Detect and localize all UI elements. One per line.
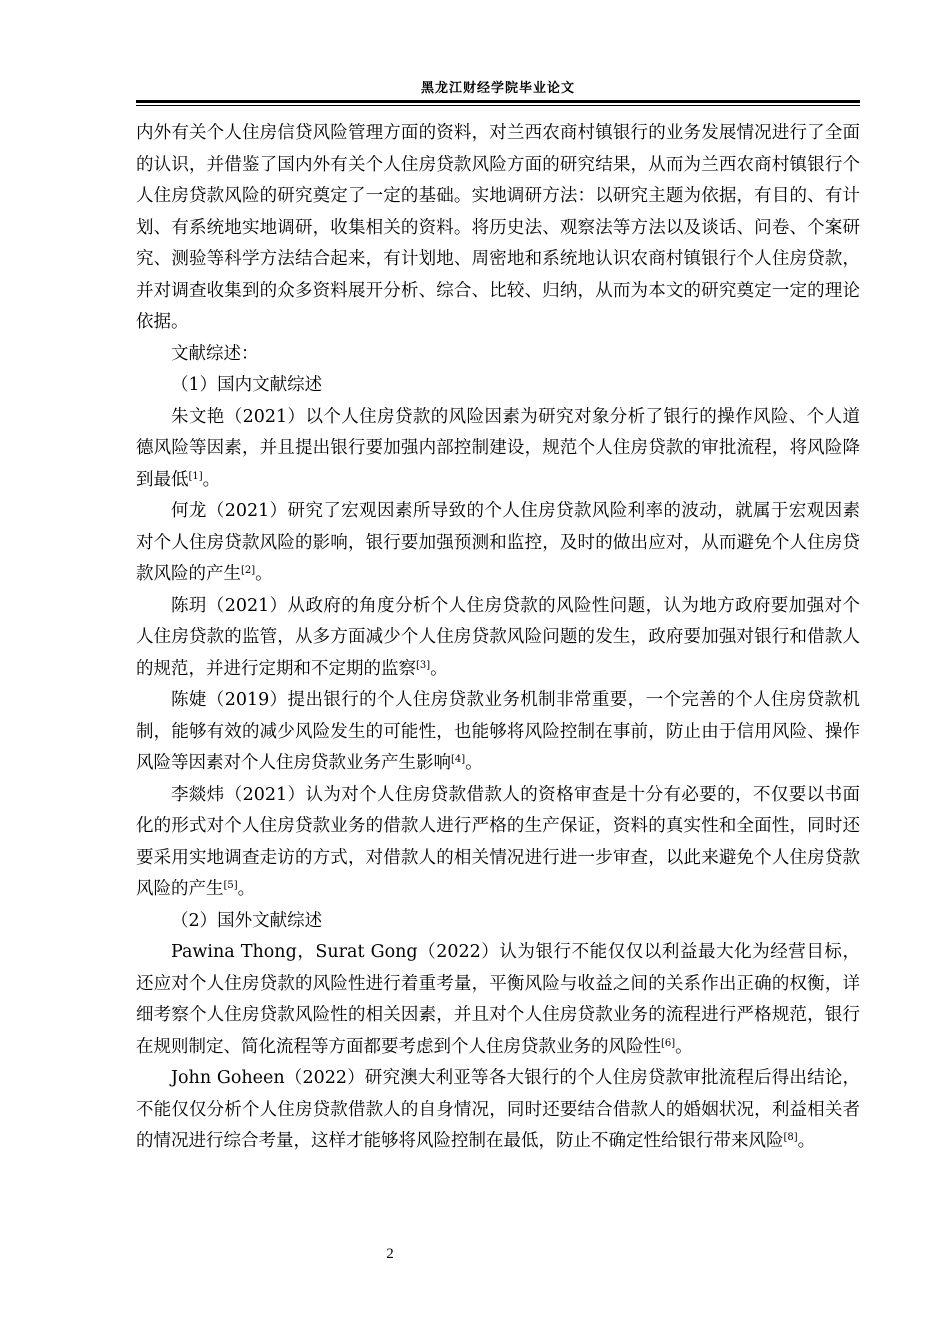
paragraph-tail: 。	[237, 879, 256, 899]
paragraph-text: Pawina Thong，Surat Gong（2022）认为银行不能仅仅以利益最大化为经营目标，还应对个人住房贷款的风险性进行着重考量，平衡风险与收益之间的关系作出正确的权衡，详细考察个人住房贷款风险性的相关因素，并且对个人住房贷款业务的流程进行严格规范，银行在规则制定、简化流程等方面都要考虑到个人住房贷款业务的风险性	[136, 942, 860, 1057]
header-rule-thick	[136, 100, 860, 103]
paragraph-text: 陈玥（2021）从政府的角度分析个人住房贷款的风险性问题，认为地方政府要加强对个人住房贷款的监管，从多方面减少个人住房贷款风险问题的发生，政府要加强对银行和借款人的规范，并进行定期和不定期的监察	[136, 595, 860, 679]
paragraph-tail: 。	[255, 564, 273, 584]
paragraph-text: （1）国内文献综述	[171, 375, 323, 395]
paragraph-pawina	[136, 937, 860, 1063]
subsection-domestic	[136, 370, 860, 402]
paragraph-text: 何龙（2021）研究了宏观因素所导致的个人住房贷款风险利率的波动，就属于宏观因素对个人住房贷款风险的影响，银行要加强预测和监控，及时的做出应对，从而避免个人住房贷款风险的产生	[136, 501, 860, 584]
paragraph-tail: 。	[675, 1036, 693, 1057]
paragraph-continuation	[136, 118, 860, 339]
paragraph-li	[136, 780, 860, 906]
citation-ref: [8]	[783, 1132, 798, 1143]
page-number: 2	[386, 1246, 394, 1262]
running-header: 黑龙江财经学院毕业论文	[420, 81, 575, 96]
citation-ref: [3]	[416, 659, 431, 671]
paragraph-tail: 。	[797, 1131, 816, 1151]
paragraph-goheen	[136, 1063, 860, 1158]
citation-ref: [4]	[451, 754, 466, 765]
paragraph-text: 朱文艳（2021）以个人住房贷款的风险因素为研究对象分析了银行的操作风险、个人道德风险等因素，并且提出银行要加强内部控制建设，规范个人住房贷款的审批流程，将风险降到最低	[136, 406, 860, 490]
paragraph-he	[136, 496, 860, 591]
paragraph-chen-jie	[136, 685, 860, 780]
citation-ref: [1]	[188, 470, 203, 482]
body-text	[136, 118, 860, 1158]
citation-ref: [6]	[661, 1037, 676, 1049]
paragraph-tail: 。	[465, 753, 483, 773]
citation-ref: [2]	[241, 565, 256, 576]
header-rule-thin	[136, 105, 860, 106]
subsection-foreign	[136, 906, 860, 938]
paragraph-tail: 。	[430, 658, 448, 679]
paragraph-text: 文献综述：	[171, 343, 259, 364]
section-label-literature-review	[136, 339, 860, 371]
paragraph-zhu	[136, 402, 860, 497]
citation-ref: [5]	[223, 880, 238, 891]
paragraph-text: 李燚炜（2021）认为对个人住房贷款借款人的资格审查是十分有必要的，不仅要以书面化的形式对个人住房贷款业务的借款人进行严格的生产保证，资料的真实性和全面性，同时还要采用实地调查走访的方式，对借款人的相关情况进行进一步审查，以此来避免个人住房贷款风险的产生	[136, 784, 860, 899]
paragraph-tail: 。	[202, 469, 221, 490]
paragraph-text: John Goheen（2022）研究澳大利亚等各大银行的个人住房贷款审批流程后得出结论，不能仅仅分析个人住房贷款借款人的自身情况，同时还要结合借款人的婚姻状况，利益相关者的情况进行综合考量，这样才能够将风险控制在最低，防止不确定性给银行带来风险	[136, 1068, 860, 1151]
paragraph-chen-yue	[136, 591, 860, 686]
paragraph-text: （2）国外文献综述	[171, 910, 323, 931]
paragraph-text: 陈婕（2019）提出银行的个人住房贷款业务机制非常重要，一个完善的个人住房贷款机制，能够有效的减少风险发生的可能性，也能够将风险控制在事前，防止由于信用风险、操作风险等因素对个人住房贷款业务产生影响	[136, 690, 860, 773]
paragraph-text: 内外有关个人住房信贷风险管理方面的资料，对兰西农商村镇银行的业务发展情况进行了全面的认识，并借鉴了国内外有关个人住房贷款风险方面的研究结果，从而为兰西农商村镇银行个人住房贷款风险的研究奠定了一定的基础。实地调研方法：以研究主题为依据，有目的、有计划、有系统地实地调研，收集相关的资料。将历史法、观察法等方法以及谈话、问卷、个案研究、测验等科学方法结合起来，有计划地、周密地和系统地认识农商村镇银行个人住房贷款，并对调查收集到的众多资料展开分析、综合、比较、归纳，从而为本文的研究奠定一定的理论依据。	[136, 123, 860, 332]
